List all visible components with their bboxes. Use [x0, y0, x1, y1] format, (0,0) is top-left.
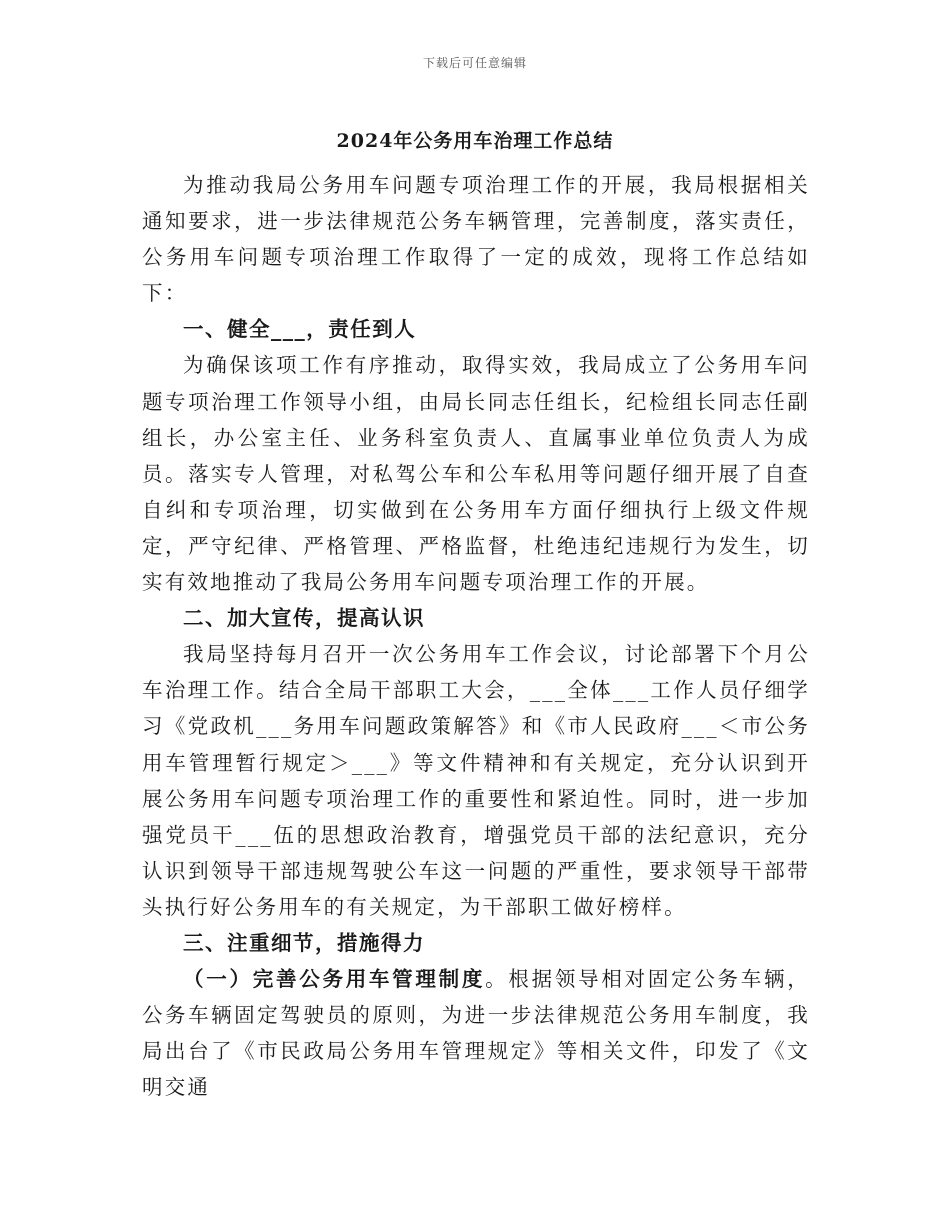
section-heading-2: 二、加大宣传，提高认识	[183, 606, 425, 631]
subsection-text-1: 。根据领导相对固定公务车辆，公务车辆固定驾驶员的原则，为进一步法律规范公务用车制度，我局出台了《市民政局公务用车管理规定》等相关文件，印发了《文明交通	[142, 967, 810, 1100]
section-paragraph-2: 我局坚持每月召开一次公务用车工作会议，讨论部署下个月公车治理工作。结合全局干部职工大会，___全体___工作人员仔细学习《党政机___务用车问题政策解答》和《市人民政府___＜市公务用车管理暂行规定＞___》等文件精神和有关规定，充分认识到开展公务用车问题专项治理工作的重要性和紧迫性。同时，进一步加强党员干___伍的思想政治教育，增强党员干部的法纪意识，充分认识到领导干部违规驾驶公车这一问题的严重性，要求领导干部带头执行好公务用车的有关规定，为干部职工做好榜样。	[142, 642, 810, 919]
document-body	[142, 167, 810, 1105]
intro-paragraph: 为推动我局公务用车问题专项治理工作的开展，我局根据相关通知要求，进一步法律规范公务车辆管理，完善制度，落实责任，公务用车问题专项治理工作取得了一定的成效，现将工作总结如下：	[142, 173, 810, 306]
header-note: 下载后可任意编辑	[422, 56, 527, 70]
section-paragraph-3	[142, 961, 810, 1105]
subsection-lead-1: （一）完善公务用车管理制度	[183, 967, 486, 992]
section-paragraph-1: 为确保该项工作有序推动，取得实效，我局成立了公务用车问题专项治理工作领导小组，由局长同志任组长，纪检组长同志任副组长，办公室主任、业务科室负责人、直属事业单位负责人为成员。落实专人管理，对私驾公车和公车私用等问题仔细开展了自查自纠和专项治理，切实做到在公务用车方面仔细执行上级文件规定，严守纪律、严格管理、严格监督，杜绝违纪违规行为发生，切实有效地推动了我局公务用车问题专项治理工作的开展。	[142, 353, 810, 595]
section-heading-1: 一、健全___，责任到人	[183, 317, 417, 342]
document-title: 2024年公务用车治理工作总结	[336, 130, 614, 152]
section-heading-3: 三、注重细节，措施得力	[183, 930, 425, 955]
